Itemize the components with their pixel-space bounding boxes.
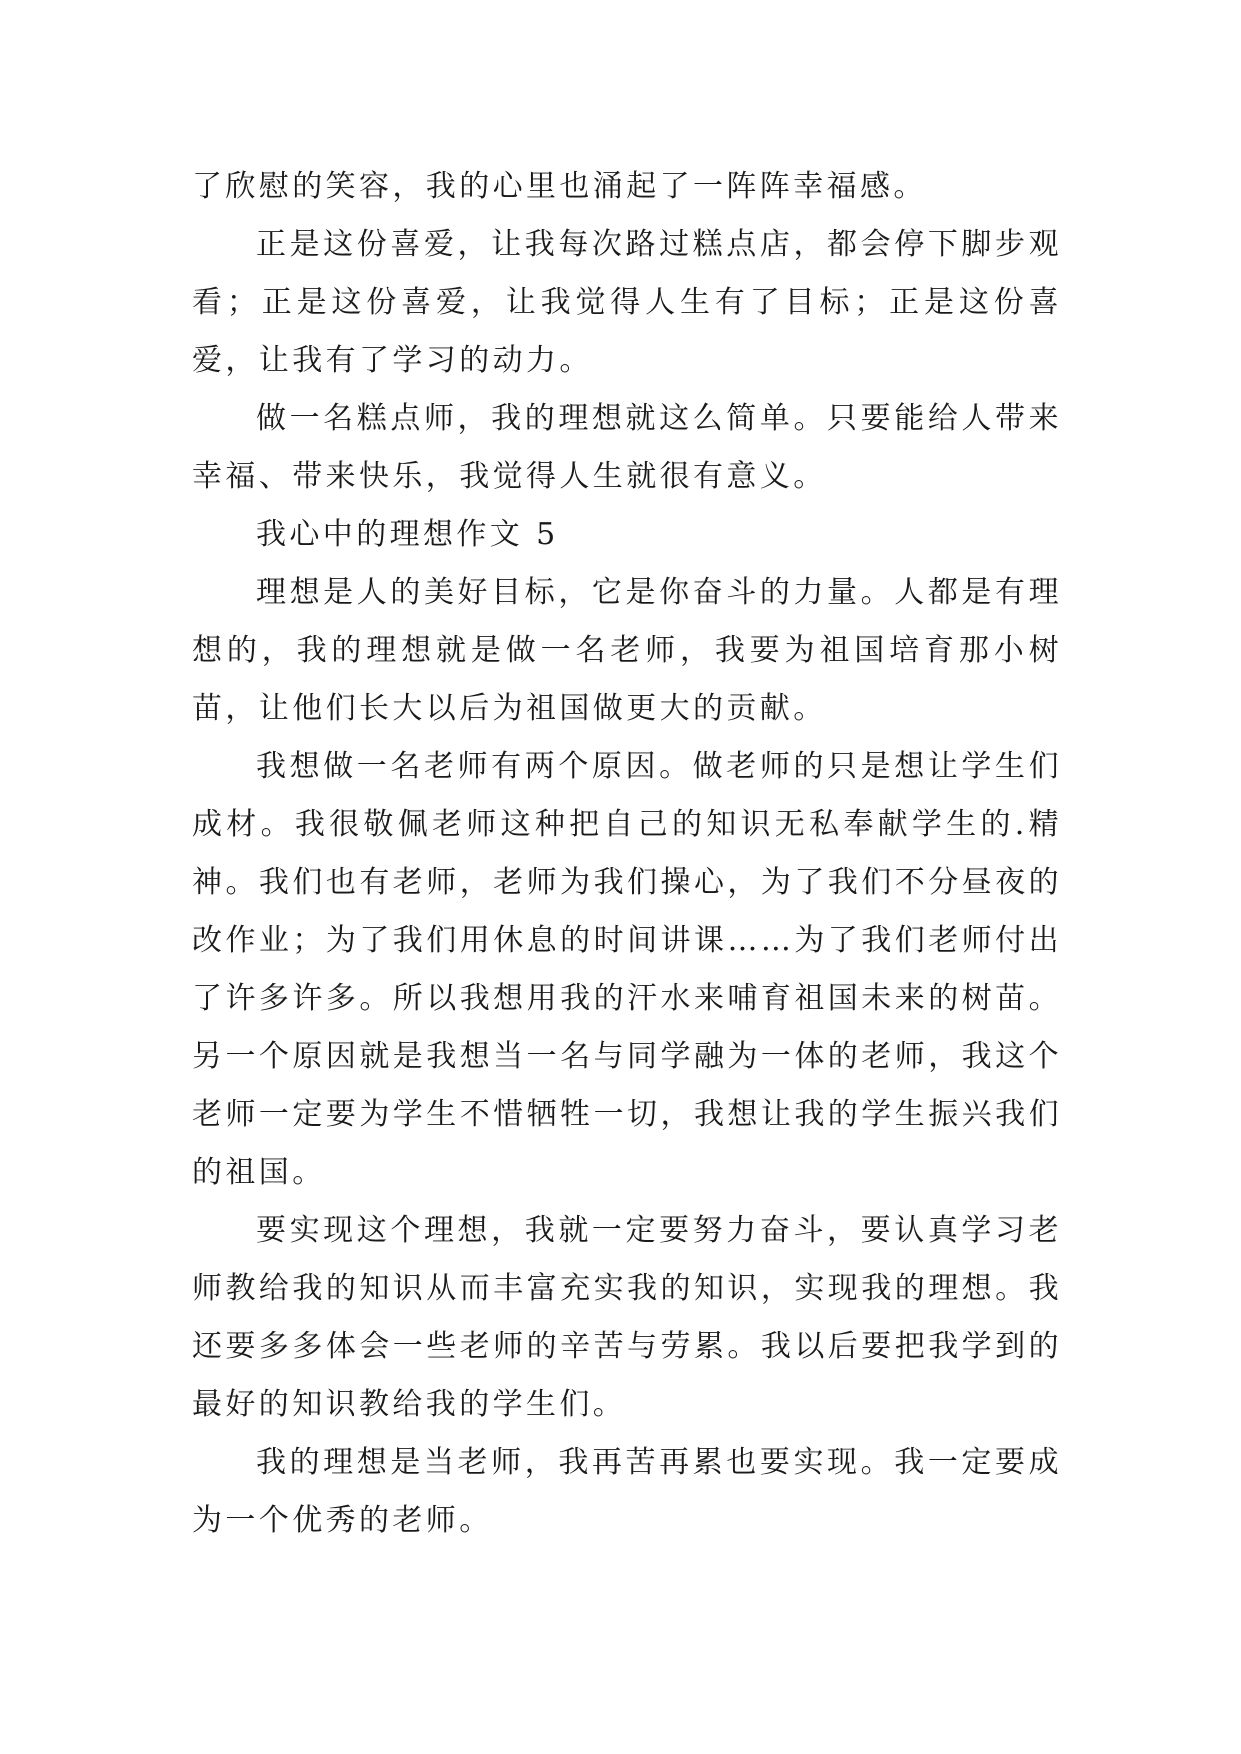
section-heading: 我心中的理想作文 5	[256, 517, 559, 552]
paragraph-7: 要实现这个理想，我就一定要努力奋斗，要认真学习老师教给我的知识从而丰富充实我的知识，实现我的理想。我还要多多体会一些老师的辛苦与劳累。我以后要把我学到的最好的知识教给我的学生们。	[192, 1213, 1062, 1422]
paragraph-1: 了欣慰的笑容，我的心里也涌起了一阵阵幸福感。	[192, 169, 927, 204]
paragraph-6: 我想做一名老师有两个原因。做老师的只是想让学生们成材。我很敬佩老师这种把自己的知识无私奉献学生的.精神。我们也有老师，老师为我们操心，为了我们不分昼夜的改作业；为了我们用休息的时间讲课……为了我们老师付出了许多许多。所以我想用我的汗水来哺育祖国未来的树苗。另一个原因就是我想当一名与同学融为一体的老师，我这个老师一定要为学生不惜牺牲一切，我想让我的学生振兴我们的祖国。	[192, 749, 1062, 1190]
paragraph-3: 做一名糕点师，我的理想就这么简单。只要能给人带来幸福、带来快乐，我觉得人生就很有意义。	[192, 401, 1062, 494]
paragraph-2: 正是这份喜爱，让我每次路过糕点店，都会停下脚步观看；正是这份喜爱，让我觉得人生有了目标；正是这份喜爱，让我有了学习的动力。	[192, 227, 1062, 378]
document-body	[192, 158, 1062, 1550]
paragraph-8: 我的理想是当老师，我再苦再累也要实现。我一定要成为一个优秀的老师。	[192, 1445, 1062, 1538]
paragraph-5: 理想是人的美好目标，它是你奋斗的力量。人都是有理想的，我的理想就是做一名老师，我要为祖国培育那小树苗，让他们长大以后为祖国做更大的贡献。	[192, 575, 1062, 726]
